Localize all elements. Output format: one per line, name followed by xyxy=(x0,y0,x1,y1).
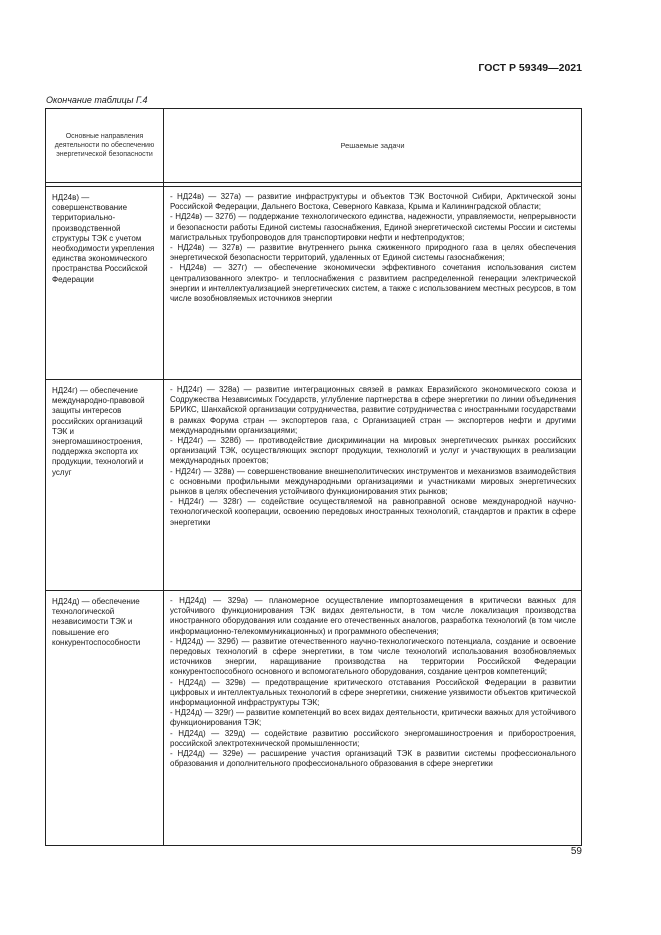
standard-designation: ГОСТ Р 59349—2021 xyxy=(478,62,582,74)
table-row xyxy=(46,591,582,846)
task-item: - НД24в) — 327б) — поддержание технологического единства, надежности, управляемости, непрерывности и безопасности работы Единой системы газоснабжения, Единой энергетической системы России и системы магистральных трубопроводов для транспортировки нефти и нефтепродуктов; xyxy=(170,212,576,242)
task-item: - НД24г) — 328а) — развитие интеграционных связей в рамках Евразийского экономического союза и Содружества Независимых Государств, углубление партнерства в сфере энергетики по линии объединения БРИКС, Шанхайской организации сотрудничества, развитие сотрудничества с иностранными государствами в рамках Форума стран — экспортеров газа, с Организацией стран — экспортеров нефти и другими международными организациями; xyxy=(170,385,576,435)
direction-cell: НД24в) — совершенствование территориально-производственной структуры ТЭК с учетом необходимости укрепления единства экономического пространства Российской Федерации xyxy=(46,187,164,380)
tasks-table xyxy=(45,108,582,846)
task-item: - НД24д) — 329а) — планомерное осуществление импортозамещения в критически важных для устойчивого функционирования ТЭК видах деятельности, в том числе локализация производства иностранного оборудования или создание его отечественных аналогов, разработка технологий (в том числе информационно-телекоммуникационных) и программного обеспечения; xyxy=(170,596,576,636)
column-header-directions: Основные направления деятельности по обеспечению энергетической безопасности xyxy=(46,109,164,183)
table-header-row xyxy=(46,109,582,183)
page-number: 59 xyxy=(570,846,582,857)
task-item: - НД24д) — 329е) — расширение участия организаций ТЭК в развитии системы профессионального образования и дополнительного профессионального образования в сфере энергетики xyxy=(170,749,576,769)
task-item: - НД24в) — 327а) — развитие инфраструктуры и объектов ТЭК Восточной Сибири, Арктической зоны Российской Федерации, Дальнего Востока, Северного Кавказа, Крыма и Калининградской области; xyxy=(170,192,576,212)
direction-cell: НД24г) — обеспечение международно-правовой защиты интересов российских организаций ТЭК и энергомашиностроения, поддержка экспорта их продукции, технологий и услуг xyxy=(46,380,164,591)
task-item: - НД24в) — 327г) — обеспечение экономически эффективного сочетания использования систем централизованного электро- и теплоснабжения с развитием распределенной генерации электрической энергии и интеллектуализацией энергетических систем, а также с использованием местных ресурсов, в том числе возобновляемых источников энергии xyxy=(170,263,576,304)
task-item: - НД24в) — 327в) — развитие внутреннего рынка сжиженного природного газа в целях обеспечения энергетической безопасности территорий, удаленных от Единой системы газоснабжения; xyxy=(170,243,576,263)
tasks-cell xyxy=(164,591,582,846)
task-item: - НД24д) — 329г) — развитие компетенций во всех видах деятельности, критически важных для устойчивого функционирования ТЭК; xyxy=(170,708,576,728)
column-header-tasks: Решаемые задачи xyxy=(164,109,582,183)
task-item: - НД24г) — 328б) — противодействие дискриминации на мировых энергетических рынках российских организаций ТЭК, осуществляющих экспорт продукции, технологий и услуг и участвующих в реализации международных проектов; xyxy=(170,436,576,466)
table-row xyxy=(46,187,582,380)
task-item: - НД24д) — 329д) — содействие развитию российского энергомашиностроения и приборостроения, российской электротехнической промышленности; xyxy=(170,728,576,748)
table-row xyxy=(46,380,582,591)
task-item: - НД24д) — 329б) — развитие отечественного научно-технологического потенциала, создание и освоение передовых технологий в сфере энергетики, в том числе технологий использования возобновляемых источников энергии, наращивание производства на территории Российской Федерации конкурентоспособного основного и вспомогательного оборудования, создание центров компетенций; xyxy=(170,636,576,677)
task-item: - НД24г) — 328в) — совершенствование внешнеполитических инструментов и механизмов взаимодействия с основными профильными международными организациями и участниками мировых энергетических рынков в целях обеспечения устойчивого функционирования этих рынков; xyxy=(170,466,576,497)
direction-cell: НД24д) — обеспечение технологической независимости ТЭК и повышение его конкурентоспособности xyxy=(46,591,164,846)
table-caption: Окончание таблицы Г.4 xyxy=(46,95,148,105)
tasks-cell xyxy=(164,187,582,380)
task-item: - НД24г) — 328г) — содействие осуществляемой на равноправной основе международной научно-технологической кооперации, освоению передовых иностранных технологий, стандартов и практик в сфере энергетики xyxy=(170,497,576,527)
task-item: - НД24д) — 329в) — предотвращение критического отставания Российской Федерации в развитии цифровых и интеллектуальных технологий в сфере энергетики, снижение уязвимости объектов критической информационной инфраструктуры ТЭК; xyxy=(170,677,576,708)
tasks-cell xyxy=(164,380,582,591)
